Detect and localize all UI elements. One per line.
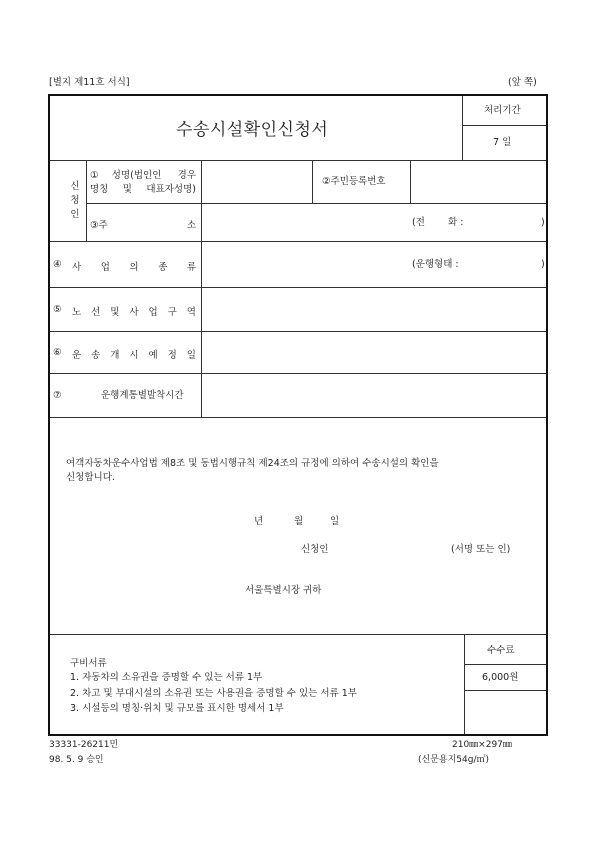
date-year-label: 년 — [254, 516, 264, 527]
label-char: 시 — [129, 350, 139, 361]
label-char: 업 — [148, 307, 158, 318]
label-char: 선 — [91, 307, 101, 318]
applicant-group-label — [68, 180, 82, 222]
label-char: 사 — [72, 262, 82, 273]
form-code: 33331-26211민 — [49, 740, 119, 750]
applicant-sign-label: 신청인 — [301, 544, 329, 555]
operation-type-label: (운행형태 : — [412, 259, 459, 270]
signature-label: (서명 또는 인) — [451, 544, 511, 555]
label-char: 노 — [72, 307, 82, 318]
paper-type: (신문용지54g/㎡) — [418, 755, 489, 765]
row-number: ⑦ — [53, 390, 62, 401]
label-char: 업 — [100, 262, 110, 273]
approval-date: 98. 5. 9 승인 — [49, 755, 104, 765]
row-number: ⑤ — [53, 304, 62, 315]
form-number: [별지 제11호 서식] — [49, 77, 130, 88]
name-label-line1: ①성명(법인인 경우 — [90, 170, 196, 181]
address-label — [90, 217, 196, 231]
processing-period-label: 처리기간 — [484, 105, 521, 116]
document-item: 3. 시설등의 명칭·위치 및 규모를 표시한 명세서 1부 — [70, 703, 284, 714]
label-char: 류 — [186, 262, 196, 273]
label-char: 일 — [186, 350, 196, 361]
row-number: ⑥ — [53, 347, 62, 358]
name-label — [90, 169, 196, 197]
document-item: 1. 자동차의 소유권을 증명할 수 있는 서류 1부 — [70, 672, 263, 683]
form-title: 수송시설확인신청서 — [176, 120, 329, 140]
applicant-group-char: 인 — [70, 209, 80, 220]
phone-open: (전 — [412, 217, 425, 228]
page-side-label: (앞 쪽) — [508, 77, 537, 88]
label-char: 구 — [167, 307, 177, 318]
label-char: 예 — [148, 350, 158, 361]
fee-label: 수수료 — [487, 645, 515, 656]
documents-title: 구비서류 — [70, 658, 107, 669]
processing-period-value: 7 일 — [493, 137, 512, 148]
date-month-label: 월 — [294, 516, 304, 527]
label-char: 정 — [167, 350, 177, 361]
declaration-text-line1: 여객자동차운수사업법 제8조 및 동법시행규칙 제24조의 규정에 의하여 수송시설의 확인을 — [66, 458, 439, 469]
resident-number-label: ②주민등록번호 — [322, 176, 386, 187]
label-char: 역 — [186, 307, 196, 318]
label-char: 및 — [110, 307, 120, 318]
address-label-part: 소 — [186, 220, 196, 231]
operation-type-close: ) — [541, 259, 545, 270]
timetable-label: 운행계통별발착시간 — [101, 390, 184, 401]
declaration-text-line2: 신청합니다. — [66, 472, 115, 483]
addressee: 서울특별시장 귀하 — [245, 585, 322, 596]
address-label-part: ③주 — [90, 220, 108, 231]
label-char: 종 — [158, 262, 168, 273]
route-area-label — [72, 304, 196, 318]
phone-label: 화 : — [448, 217, 464, 228]
label-char: 송 — [91, 350, 101, 361]
fee-value: 6,000원 — [482, 672, 519, 683]
applicant-group-char: 청 — [70, 195, 80, 206]
label-char: 운 — [72, 350, 82, 361]
paper-size: 210㎜×297㎜ — [452, 740, 512, 750]
applicant-group-char: 신 — [70, 181, 80, 192]
label-char: 개 — [110, 350, 120, 361]
name-label-line2: 명칭 및 대표자성명) — [90, 184, 196, 195]
date-day-label: 일 — [330, 516, 340, 527]
start-date-label — [72, 347, 196, 361]
business-type-label — [72, 259, 196, 273]
document-item: 2. 차고 및 부대시설의 소유권 또는 사용권을 증명할 수 있는 서류 1부 — [70, 688, 357, 699]
label-char: 사 — [129, 307, 139, 318]
row-number: ④ — [53, 259, 62, 270]
phone-close: ) — [541, 217, 545, 228]
label-char: 의 — [129, 262, 139, 273]
